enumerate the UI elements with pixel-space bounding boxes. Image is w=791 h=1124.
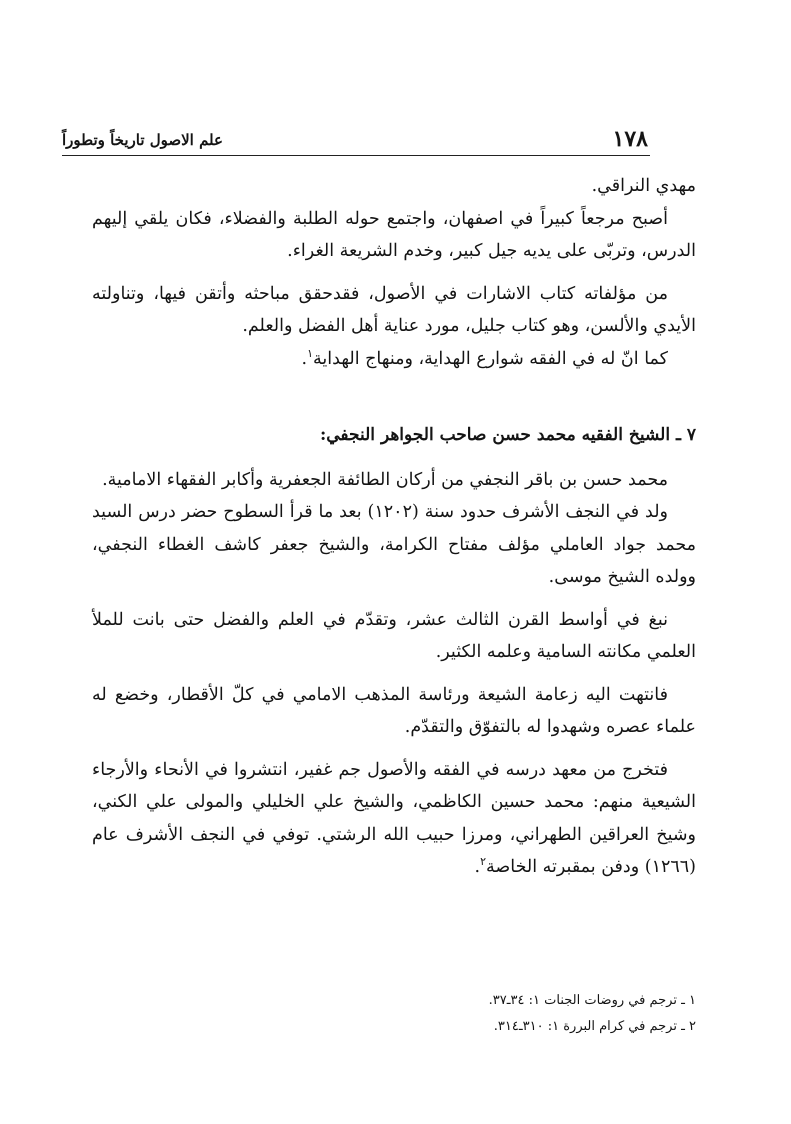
header-rule [62,155,650,156]
paragraph-with-note: فتخرج من معهد درسه في الفقه والأصول جم غفير، انتشروا في الأنحاء والأرجاء الشيعية منهم: محمد حسين الكاظمي، والشيخ علي الخليلي والمولى علي الكني، وشيخ العراقين الطهراني، ومرزا حبيب الله الرشتي. توفي في النجف الأشرف عام (١٢٦٦) ودفن بمقبرته الخاصة$^٢$. [92,759,696,877]
paragraph: من مؤلفاته كتاب الاشارات في الأصول، فقدحقق مباحثه وأتقن فيها، وتناولته الأيدي والألسن، وهو كتاب جليل، مورد عناية أهل الفضل والعلم. [92,283,696,336]
paragraph-text: كما انّ له في الفقه شوارع الهداية، ومنهاج الهداية [313,348,668,369]
section-heading: ٧ ـ الشيخ الفقيه محمد حسن صاحب الجواهر النجفي: [319,425,696,445]
paragraph: أصبح مرجعاً كبيراً في اصفهان، واجتمع حوله الطلبة والفضلاء، فكان يلقي إليهم الدرس، وتربّى على يديه جيل كبير، وخدم الشريعة الغراء. [92,208,696,261]
paragraph-continuation: مهدي النراقي. [591,176,696,196]
footnote-mark-1: ١ [307,346,314,360]
page-number: ١٧٨ [612,126,648,152]
paragraph: ولد في النجف الأشرف حدود سنة (١٢٠٢) بعد ما قرأ السطوح حضر درس السيد محمد جواد العاملي مؤلف مفتاح الكرامة، والشيخ جعفر كاشف الغطاء النجفي، وولده الشيخ موسى. [92,502,696,587]
paragraph-with-note: كما انّ له في الفقه شوارع الهداية، ومنهاج الهداية$^١$. [301,346,668,369]
page-header [62,124,648,158]
footnote-1: ١ ـ ترجم في روضات الجنات ١: ٣٤ـ٣٧. [488,993,696,1008]
running-title: علم الاصول تاريخاً وتطوراً [62,131,223,149]
body-text [92,170,696,884]
footnotes [92,988,696,1040]
paragraph: محمد حسن بن باقر النجفي من أركان الطائفة الجعفرية وأكابر الفقهاء الامامية. [102,469,668,490]
footnote-2: ٢ ـ ترجم في كرام البررة ١: ٣١٠ـ٣١٤. [493,1019,696,1034]
paragraph: فانتهت اليه زعامة الشيعة ورئاسة المذهب الامامي في كلّ الأقطار، وخضع له علماء عصره وشهدوا له بالتفوّق والتقدّم. [92,684,696,737]
paragraph: نبغ في أواسط القرن الثالث عشر، وتقدّم في العلم والفضل حتى بانت للملأ العلمي مكانته السامية وعلمه الكثير. [92,609,696,662]
footnote-mark-2: ٢ [480,855,487,869]
paragraph-text: فتخرج من معهد درسه في الفقه والأصول جم غفير، انتشروا في الأنحاء والأرجاء الشيعية منهم: محمد حسين الكاظمي، والشيخ علي الخليلي والمولى علي الكني، وشيخ العراقين الطهراني، ومرزا حبيب الله الرشتي. توفي في النجف الأشرف عام (١٢٦٦) ودفن بمقبرته الخاصة [92,759,696,877]
